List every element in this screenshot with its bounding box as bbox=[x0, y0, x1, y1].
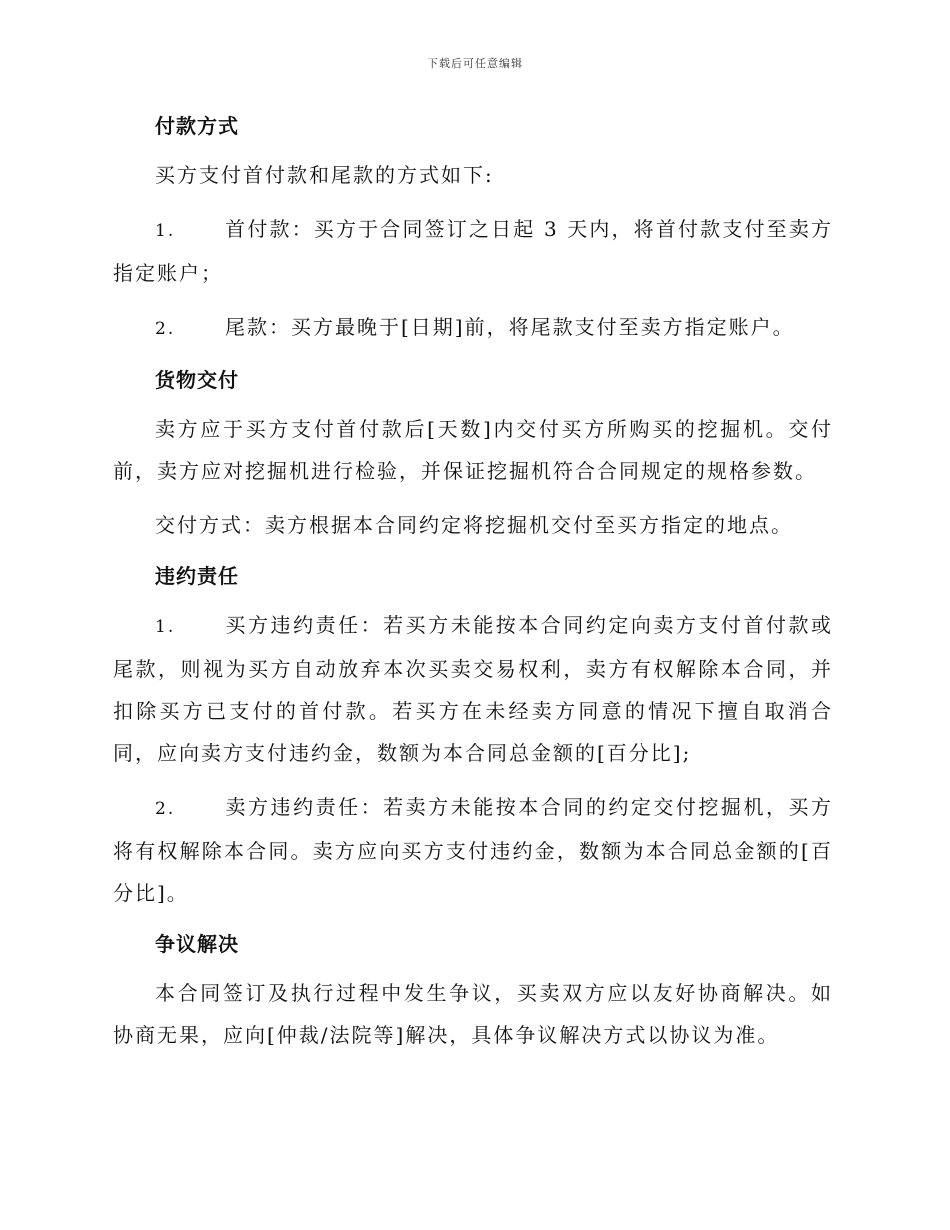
delivery-paragraph-1: 卖方应于买方支付首付款后[天数]内交付买方所购买的挖掘机。交付前，卖方应对挖掘机进行检验，并保证挖掘机符合合同规定的规格参数。 bbox=[113, 417, 833, 483]
item-number: 2. bbox=[155, 319, 176, 339]
item-number: 1. bbox=[155, 221, 176, 241]
payment-item-1 bbox=[113, 208, 833, 294]
delivery-paragraph-2: 交付方式：卖方根据本合同约定将挖掘机交付至买方指定的地点。 bbox=[155, 513, 793, 537]
document-body bbox=[113, 108, 833, 1068]
dispute-paragraph-1: 本合同签订及执行过程中发生争议，买卖双方应以友好协商解决。如协商无果，应向[仲裁/法院等]解决，具体争议解决方式以协议为准。 bbox=[113, 981, 833, 1047]
item-number: 2. bbox=[155, 799, 176, 819]
breach-item-1 bbox=[113, 604, 833, 774]
breach-item-2 bbox=[113, 786, 833, 914]
page-header: 下载后可任意编辑 bbox=[427, 57, 523, 70]
section-heading-breach: 违约责任 bbox=[155, 564, 239, 588]
section-heading-delivery: 货物交付 bbox=[155, 368, 239, 392]
item-number: 1. bbox=[155, 617, 176, 637]
item-text: 首付款：买方于合同签订之日起 3 天内，将首付款支付至卖方指定账户； bbox=[113, 217, 833, 285]
item-text: 卖方违约责任：若卖方未能按本合同的约定交付挖掘机，买方将有权解除本合同。卖方应向买方支付违约金，数额为本合同总金额的[百分比]。 bbox=[113, 795, 833, 905]
payment-item-2 bbox=[113, 306, 833, 350]
section-heading-payment: 付款方式 bbox=[155, 114, 239, 138]
section-heading-dispute: 争议解决 bbox=[155, 932, 239, 956]
item-text: 买方违约责任：若买方未能按本合同约定向卖方支付首付款或尾款，则视为买方自动放弃本次买卖交易权利，卖方有权解除本合同，并扣除买方已支付的首付款。若买方在未经卖方同意的情况下擅自取消合同，应向卖方支付违约金，数额为本合同总金额的[百分比]; bbox=[113, 613, 833, 765]
payment-intro: 买方支付首付款和尾款的方式如下: bbox=[155, 163, 494, 187]
item-text: 尾款：买方最晚于[日期]前，将尾款支付至卖方指定账户。 bbox=[225, 315, 795, 339]
